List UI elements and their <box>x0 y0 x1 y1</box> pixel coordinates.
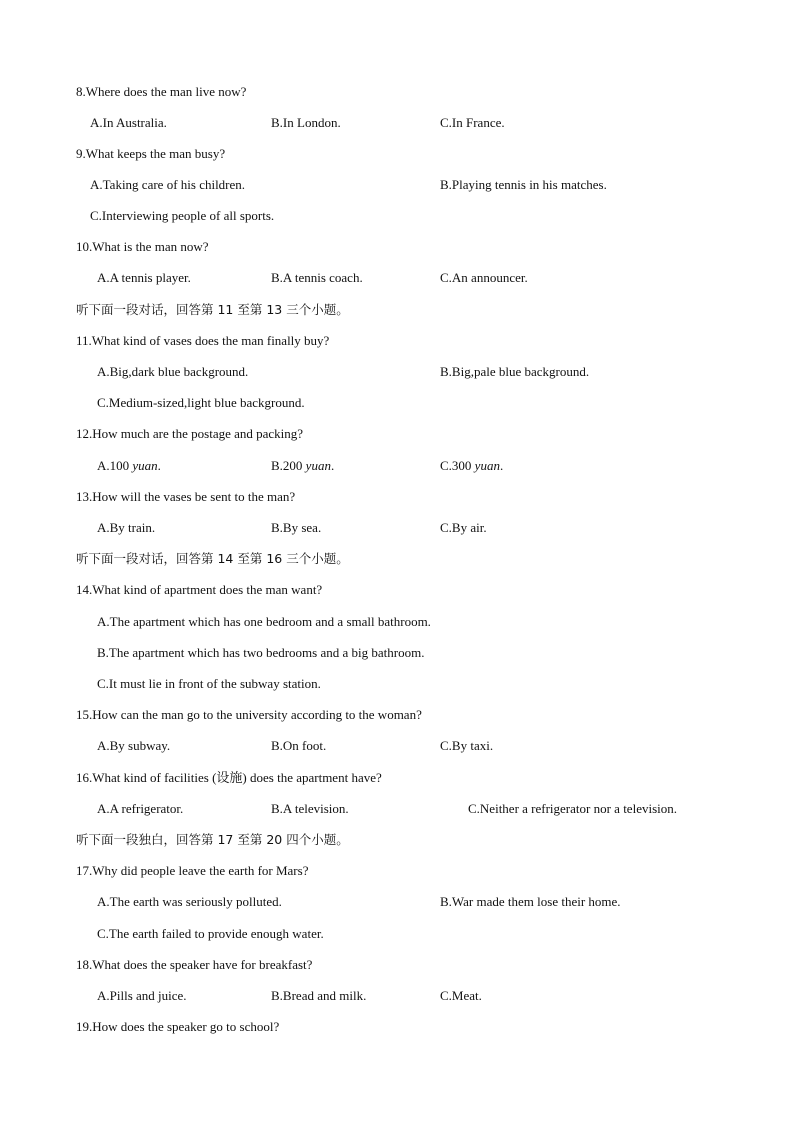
option-suffix: . <box>330 458 335 473</box>
option-a: A.By subway. <box>97 738 171 753</box>
option-a: A.In Australia. <box>90 115 167 130</box>
option-b: B.Bread and milk. <box>271 988 367 1003</box>
question-stem: 9.What keeps the man busy? <box>76 146 226 161</box>
option-b <box>271 458 334 474</box>
question-stem: 16.What kind of facilities (设施) does the apartment have? <box>76 770 382 785</box>
option-c: C.Neither a refrigerator nor a television. <box>468 801 677 816</box>
question-stem: 11.What kind of vases does the man finally buy? <box>76 333 330 348</box>
question-stem: 10.What is the man now? <box>76 239 209 254</box>
question-stem: 8.Where does the man live now? <box>76 84 247 99</box>
option-a: A.A refrigerator. <box>97 801 184 816</box>
option-c: C.Medium-sized,light blue background. <box>97 395 305 410</box>
option-suffix: . <box>499 458 504 473</box>
option-c: C.Meat. <box>440 988 482 1003</box>
option-b: B.A tennis coach. <box>271 270 363 285</box>
option-a <box>97 458 161 474</box>
option-c: C.Interviewing people of all sports. <box>90 208 275 223</box>
option-a: A.Taking care of his children. <box>90 177 246 192</box>
option-a: A.The apartment which has one bedroom and a small bathroom. <box>97 614 431 629</box>
option-c: C.It must lie in front of the subway station. <box>97 676 321 691</box>
yuan-unit: yuan <box>132 458 158 473</box>
option-c: C.By taxi. <box>440 738 494 753</box>
option-b: B.By sea. <box>271 520 322 535</box>
yuan-unit: yuan <box>474 458 500 473</box>
option-c <box>440 458 503 474</box>
option-prefix: B.200 <box>271 458 306 473</box>
option-b: B.The apartment which has two bedrooms and a big bathroom. <box>97 645 425 660</box>
option-prefix: A.100 <box>97 458 133 473</box>
option-prefix: C.300 <box>440 458 475 473</box>
question-stem: 13.How will the vases be sent to the man? <box>76 489 296 504</box>
option-a: A.By train. <box>97 520 156 535</box>
question-stem: 12.How much are the postage and packing? <box>76 426 304 441</box>
section-instruction: 听下面一段对话，回答第 11 至第 13 三个小题。 <box>76 302 349 317</box>
question-stem: 18.What does the speaker have for breakfast? <box>76 957 313 972</box>
option-b: B.In London. <box>271 115 341 130</box>
question-stem: 15.How can the man go to the university according to the woman? <box>76 707 422 722</box>
option-b: B.Playing tennis in his matches. <box>440 177 607 192</box>
yuan-unit: yuan <box>305 458 331 473</box>
section-instruction: 听下面一段独白，回答第 17 至第 20 四个小题。 <box>76 832 349 847</box>
option-b: B.Big,pale blue background. <box>440 364 590 379</box>
option-b: B.On foot. <box>271 738 327 753</box>
option-a: A.The earth was seriously polluted. <box>97 894 282 909</box>
option-c: C.An announcer. <box>440 270 528 285</box>
question-stem: 17.Why did people leave the earth for Mars? <box>76 863 309 878</box>
option-suffix: . <box>157 458 161 473</box>
option-b: B.A television. <box>271 801 349 816</box>
option-c: C.In France. <box>440 115 505 130</box>
question-stem: 14.What kind of apartment does the man want? <box>76 582 323 597</box>
question-stem: 19.How does the speaker go to school? <box>76 1019 280 1034</box>
option-a: A.A tennis player. <box>97 270 191 285</box>
section-instruction: 听下面一段对话，回答第 14 至第 16 三个小题。 <box>76 551 349 566</box>
option-c: C.By air. <box>440 520 487 535</box>
option-a: A.Pills and juice. <box>97 988 187 1003</box>
option-b: B.War made them lose their home. <box>440 894 621 909</box>
option-a: A.Big,dark blue background. <box>97 364 249 379</box>
option-c: C.The earth failed to provide enough water. <box>97 926 324 941</box>
